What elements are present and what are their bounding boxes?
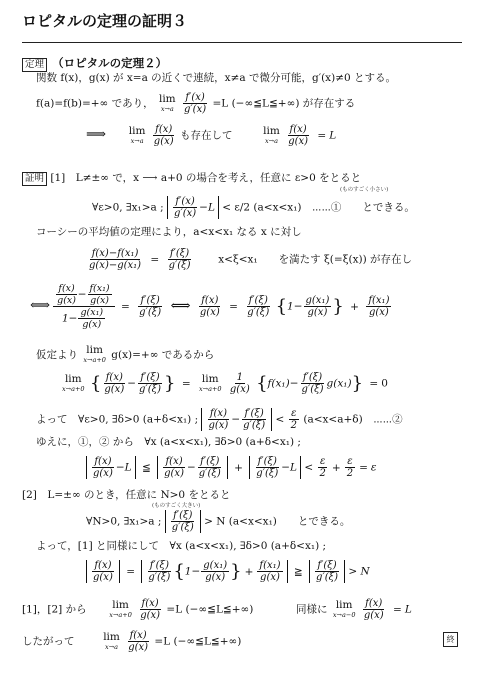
proof-line-5: ⟺ $\frac{f(x)}{g(x)}$ − $\frac{\text{f(x₁)}}{g(x)}$ 1− $\frac{\text{g(x₁)}}{g(x)}$ = $\frac{f'(\xi)}{g'(\xi)}$ ⟺ $\frac{f(x)}{g(x)}$ = $\frac{f'(\xi)}{g'(\xi)}$ {1− $\frac{\text{g(x₁)}}{g(x)}$ } + $\frac{\text{f(x₁)}}{g(x)}$ — [30, 283, 390, 330]
proof-line-13: よって，[1] と同様にして ∀x (a<x<x₁), ∃δ>0 (a+δ<x₁) ; — [36, 540, 327, 552]
proof-line-7: lim x→a+0 { $\frac{f(x)}{g(x)}$ − $\frac{f'(\xi)}{g'(\xi)}$ } = lim x→a+0 $\frac{1}{g(x)}$ {f(x₁)− $\frac{f'(\xi)}{g'(\xi)}$ g(x₁)} = 0 — [62, 372, 388, 395]
proof-line-4: $\frac{\text{f(x)−f(x₁)}}{\text{g(x)−g(x₁)}}$ = $\frac{f'(\xi)}{g'(\xi)}$ x<ξ<x₁ を満たす ξ(=ξ(x)) が存在し — [89, 248, 413, 271]
proof-line-3: コーシーの平均値の定理により，a<x<x₁ なる x に対し — [36, 226, 302, 238]
fraction-fp-gp: $\frac{f'(x)}{g'(x)}$ — [184, 92, 207, 115]
proof-line-8: よって ∀ε>0, ∃δ>0 (a+δ<x₁) ; $\frac{f(x)}{g(x)}$ − $\frac{f'(\xi)}{g'(\xi)}$ < $\frac{\varepsilon}{2}$ (a<x<a+δ) ⋯⋯② — [36, 408, 403, 431]
theorem-name: （ロピタルの定理２） — [52, 56, 168, 70]
proof-line-1 — [22, 172, 361, 186]
proof-line-11: [2] L=±∞ のとき，任意に N>0 をとると — [22, 489, 231, 501]
theorem-label: 定理 — [22, 58, 47, 72]
theorem-line-3-a: も存在して — [179, 129, 233, 142]
theorem-line-2-a: f(a)=f(b)=+∞ であり， — [36, 97, 154, 110]
page-title: ロピタルの定理の証明３ — [22, 12, 188, 30]
theorem-header — [22, 52, 167, 72]
theorem-line-1: 関数 f(x)，g(x) が x=a の近くで連続，x≠a で微分可能，g′(x)≠0 とする。 — [36, 72, 397, 84]
proof-line-16: したがって lim x→a $\frac{f(x)}{g(x)}$ =L (−∞≦L≦+∞) — [22, 630, 242, 653]
proof-line-12: ∀N>0, ∃x₁>a ; $\frac{f'(\xi)}{g'(\xi)}$ > N (a<x<x₁) とできる。 — [86, 510, 351, 533]
proof-line-2: ∀ε>0, ∃x₁>a ; $\frac{f'(x)}{g'(x)}$ −L < ε/2 (a<x<x₁) ⋯⋯① とできる。 — [92, 196, 415, 219]
limit-op: lim x→a — [158, 92, 176, 113]
proof-line-10: $\frac{f(x)}{g(x)}$ −L ≦ $\frac{f(x)}{g(x)}$ − $\frac{f'(\xi)}{g'(\xi)}$ + $\frac{f'(\xi)}{g'(\xi)}$ −L < $\frac{\varepsilon}{2}$ + $\frac{\varepsilon}{2}$ = ε — [86, 456, 377, 479]
title-divider — [22, 42, 462, 43]
proof-line-15: [1]，[2] から lim x→a+0 $\frac{f(x)}{g(x)}$ =L (−∞≦L≦+∞) 同様に lim x→a−0 $\frac{f(x)}{g(x)}$ = L — [22, 598, 412, 621]
proof-line-14: $\frac{f(x)}{g(x)}$ = $\frac{f'(\xi)}{g'(\xi)}$ {1− $\frac{\text{g(x₁)}}{g(x)}$ } + $\frac{\text{f(x₁)}}{g(x)}$ ≧ $\frac{f'(\xi)}{g'(\xi)}$ > N — [86, 560, 370, 583]
proof-line-6: 仮定より lim x→a+0 g(x)=+∞ であるから — [36, 344, 215, 364]
theorem-line-3: ⟹ lim x→a $\frac{f(x)}{g(x)}$ も存在して lim x→a $\frac{f(x)}{g(x)}$ = L — [86, 124, 337, 147]
ruby-large: (ものすごく大きい) — [152, 503, 201, 509]
proof-label: 証明 — [22, 172, 47, 186]
end-mark: 終 — [443, 632, 458, 647]
theorem-line-2-b: =L (−∞≦L≦+∞) が存在する — [212, 97, 356, 110]
implies-arrow: ⟹ — [86, 126, 107, 143]
proof-line-9: ゆえに，①，② から ∀x (a<x<x₁), ∃δ>0 (a+δ<x₁) ; — [36, 436, 301, 448]
theorem-line-2 — [36, 92, 355, 115]
ruby-small: (ものすごく小さい) — [340, 187, 389, 193]
proof-line-1-text: [1] L≠±∞ で，x ⟶ a+0 の場合を考え，任意に ε>0 をとると — [50, 172, 362, 184]
